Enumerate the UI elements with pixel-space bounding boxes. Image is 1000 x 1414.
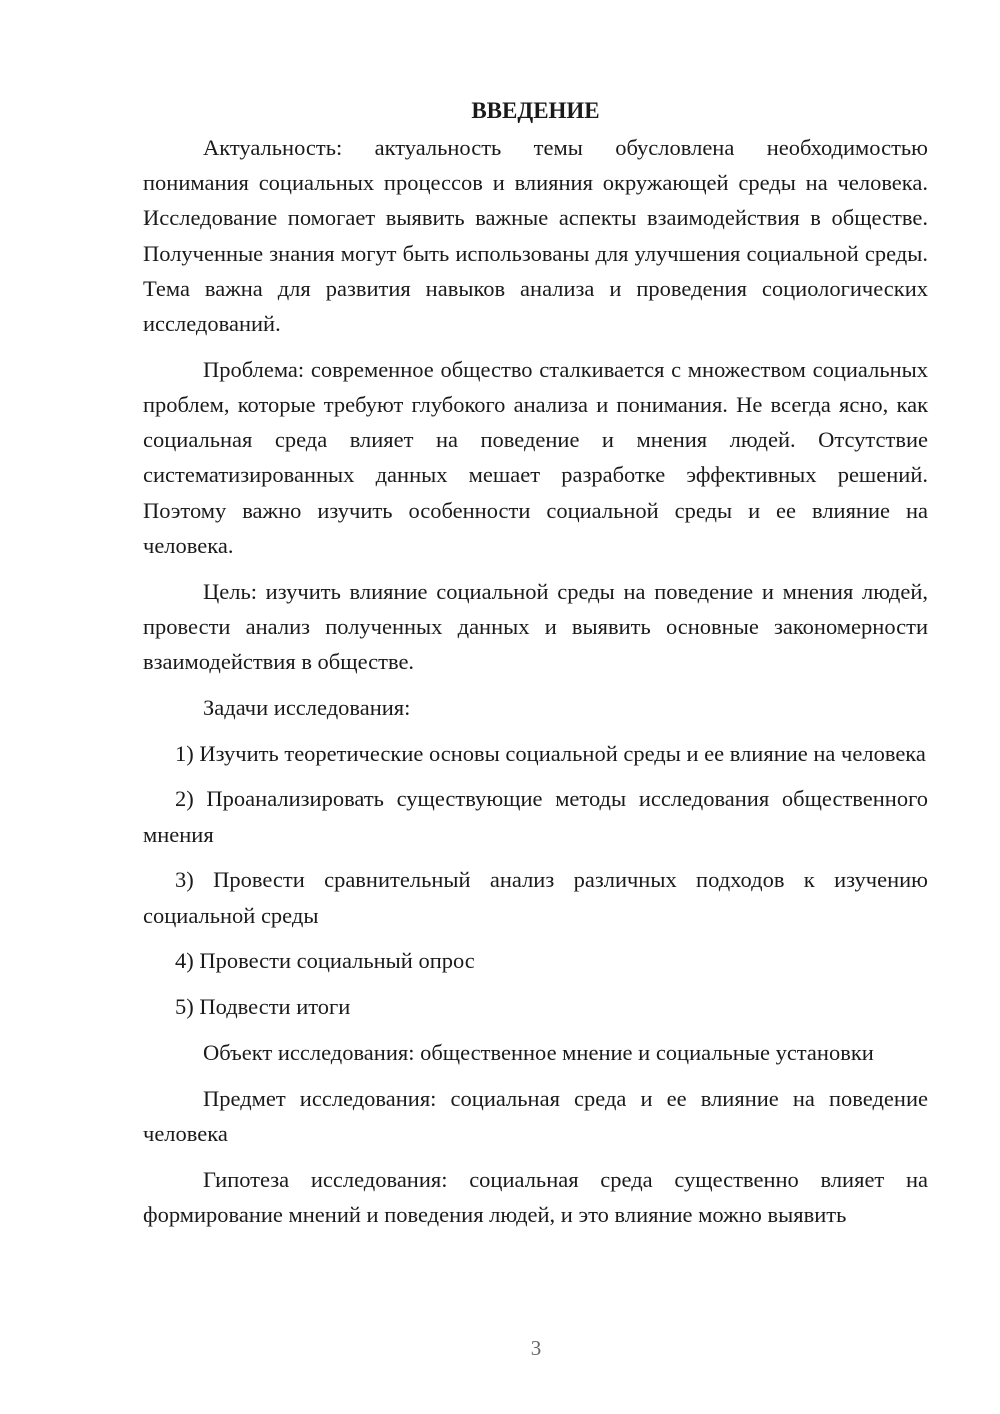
- subject-paragraph: Предмет исследования: социальная среда и ее влияние на поведение человека: [143, 1085, 928, 1147]
- section-heading: ВВЕДЕНИЕ: [471, 98, 600, 123]
- relevance-paragraph: Актуальность: актуальность темы обусловлена необходимостью понимания социальных процессов и влияния окружающей среды на человека. Исследование помогает выявить важные аспекты взаимодействия в обществе. Полученные знания могут быть использованы для улучшения социальной среды. Тема важна для развития навыков анализа и проведения социологических исследований.: [143, 135, 928, 337]
- page-content: [143, 96, 928, 1243]
- object-paragraph: Объект исследования: общественное мнение и социальные установки: [203, 1040, 874, 1066]
- hypothesis-paragraph: Гипотеза исследования: социальная среда существенно влияет на формирование мнений и поведения людей, и это влияние можно выявить: [143, 1166, 928, 1228]
- task-item: 2) Проанализировать существующие методы исследования общественного мнения: [143, 786, 928, 847]
- problem-paragraph: Проблема: современное общество сталкивается с множеством социальных проблем, которые требуют глубокого анализа и понимания. Не всегда ясно, как социальная среда влияет на поведение и мнения людей. Отсутствие систематизированных данных мешает разработке эффективных решений. Поэтому важно изучить особенности социальной среды и ее влияние на человека.: [143, 356, 928, 558]
- task-item: 5) Подвести итоги: [175, 994, 351, 1020]
- task-item: 4) Провести социальный опрос: [175, 948, 475, 974]
- page-number: 3: [530, 1336, 542, 1360]
- task-item: 3) Провести сравнительный анализ различных подходов к изучению социальной среды: [143, 867, 928, 928]
- task-item: 1) Изучить теоретические основы социальной среды и ее влияние на человека: [175, 740, 926, 766]
- goal-paragraph: Цель: изучить влияние социальной среды на поведение и мнения людей, провести анализ полученных данных и выявить основные закономерности взаимодействия в обществе.: [143, 578, 928, 675]
- tasks-heading: Задачи исследования:: [203, 694, 411, 720]
